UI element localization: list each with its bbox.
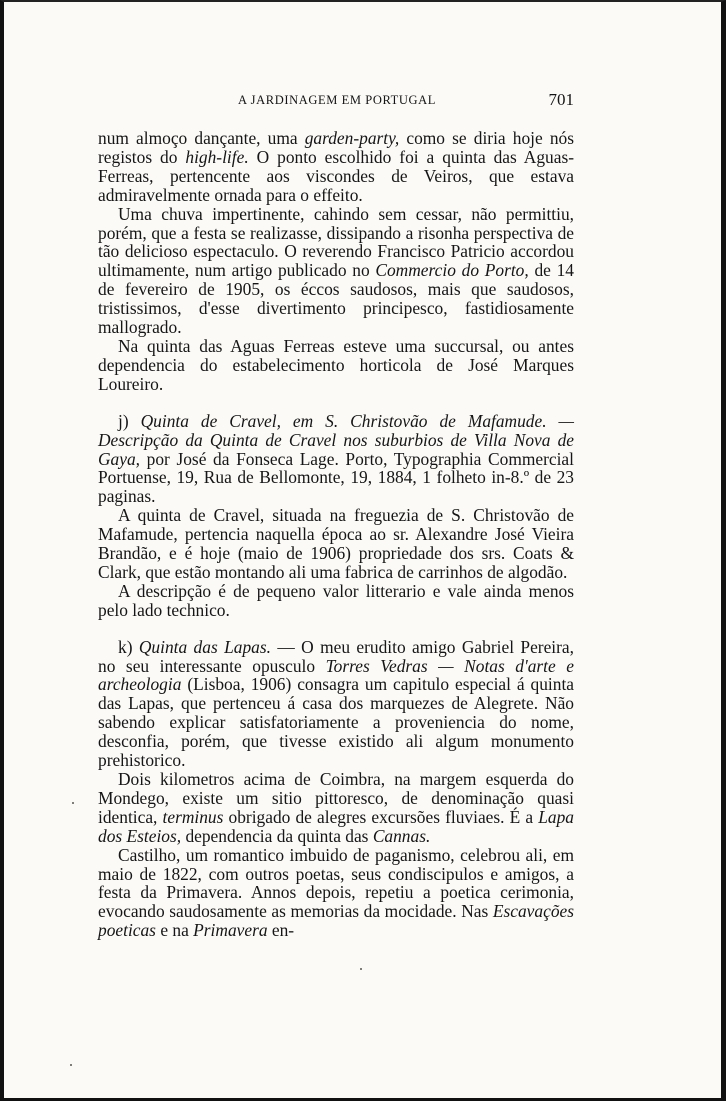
page-number: 701 — [548, 90, 574, 109]
paragraph: Uma chuva impertinente, cahindo sem cessar, não permittiu, porém, que a festa se realizasse, dissipando a risonha perspectiva de tão delicioso espectaculo. O reverendo Francisco Patricio accordou ultimamente, num artigo publicado no Commercio do Porto, de 14 de fevereiro de 1905, os éccos saudosos, mais que saudosos, tristissimos, d'esse divertimento principesco, fastidiosamente mallogrado. — [98, 203, 574, 338]
scan-speck — [72, 802, 74, 804]
paragraph: Na quinta das Aguas Ferreas esteve uma succursal, ou antes dependencia do estabelecimento horticola de José Marques Loureiro. — [98, 335, 574, 394]
scan-speck — [360, 968, 362, 970]
paragraph: Dois kilometros acima de Coimbra, na margem esquerda do Mondego, existe um sitio pittoresco, de denominação quasi identica, terminus obrigado de alegres excursões fluviaes. É a Lapa dos Esteios, dependencia da quinta das Cannas. — [98, 769, 574, 846]
bibliography-entry-k: k) Quinta das Lapas. — O meu erudito amigo Gabriel Pereira, no seu interessante opusculo Torres Vedras — Notas d'arte e archeologia (Lisboa, 1906) consagra um capitulo especial á quinta das Lapas, que pertenceu á casa dos marquezes de Alegrete. Não sabendo explicar satisfatoriamente a proveniencia do nome, desconfia, porém, que tivesse existido ali algum monumento prehistorico. — [98, 636, 574, 771]
paragraph: A descripção é de pequeno valor litterario e vale ainda menos pelo lado technico. — [98, 580, 574, 620]
paragraph: A quinta de Cravel, situada na freguezia de S. Christovão de Mafamude, pertencia naquella época ao sr. Alexandre José Vieira Brandão, e é hoje (maio de 1906) propriedade dos srs. Coats & Clark, que estão montando ali uma fabrica de carrinhos de algodão. — [98, 505, 574, 582]
running-title: A JARDINAGEM EM PORTUGAL — [238, 93, 437, 107]
paragraph: Castilho, um romantico imbuido de paganismo, celebrou ali, em maio de 1822, com outros poetas, seus condiscipulos e amigos, a festa da Primavera. Annos depois, repetiu a poetica cerimonia, evocando saudosamente as memorias da mocidade. Nas Escavações poeticas e na Primavera en- — [98, 844, 574, 941]
page-header — [98, 90, 574, 112]
scan-speck — [70, 1064, 72, 1066]
body-text — [98, 129, 574, 940]
paragraph: num almoço dançante, uma garden-party, como se diria hoje nós registos do high-life. O ponto escolhido foi a quinta das Aguas-Ferreas, pertencente aos viscondes de Veiros, que estava admiravelmente ornada para o effeito. — [98, 128, 575, 205]
bibliography-entry-j: j) Quinta de Cravel, em S. Christovão de Mafamude. — Descripção da Quinta de Cravel nos suburbios de Villa Nova de Gaya, por José da Fonseca Lage. Porto, Typographia Commercial Portuense, 19, Rua de Bellomonte, 19, 1884, 1 folheto in-8.º de 23 paginas. — [98, 410, 574, 507]
